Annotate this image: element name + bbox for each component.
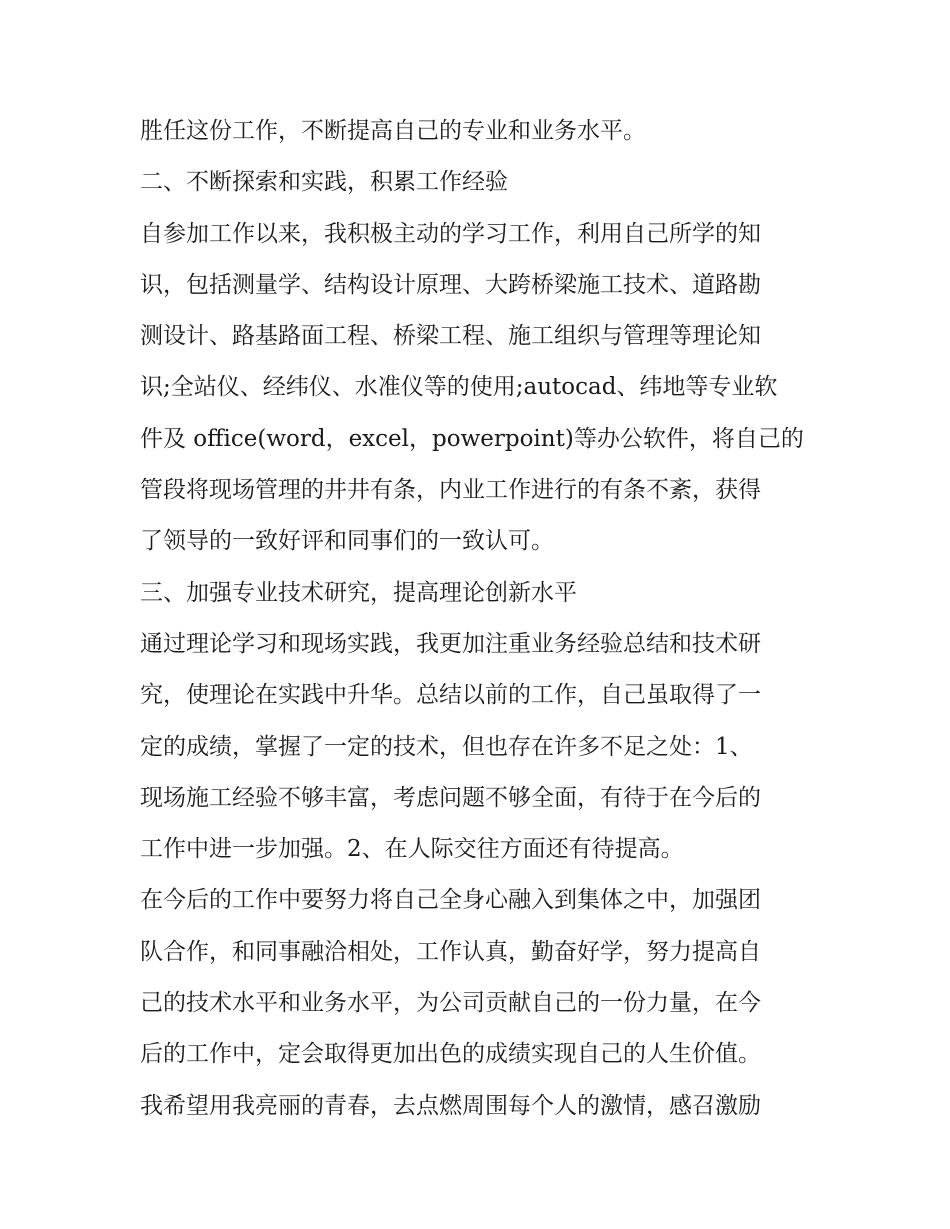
- text-line: 识;全站仪、经纬仪、水准仪等的使用;autocad、纬地等专业软: [140, 374, 778, 401]
- document-body: [140, 106, 820, 1132]
- text-line: 现场施工经验不够丰富，考虑问题不够全面，有待于在今后的: [140, 784, 761, 811]
- text-line: 究，使理论在实践中升华。总结以前的工作，自己虽取得了一: [140, 682, 761, 709]
- section-heading: 二、不断探索和实践，积累工作经验: [140, 169, 508, 196]
- text-line: 队合作，和同事融洽相处，工作认真，勤奋好学，努力提高自: [140, 938, 761, 965]
- text-line: 胜任这份工作，不断提高自己的专业和业务水平。: [140, 118, 646, 144]
- text-line: 后的工作中，定会取得更加出色的成绩实现自己的人生价值。: [140, 1041, 761, 1068]
- text-line: 定的成绩，掌握了一定的技术，但也存在许多不足之处：1、: [140, 733, 753, 760]
- text-line: 管段将现场管理的井井有条，内业工作进行的有条不紊，获得: [140, 477, 761, 504]
- text-line: 件及 office(word，excel，powerpoint)等办公软件，将自己的: [140, 425, 804, 452]
- section-heading: 三、加强专业技术研究，提高理论创新水平: [140, 579, 577, 606]
- text-line: 在今后的工作中要努力将自己全身心融入到集体之中，加强团: [140, 887, 761, 914]
- text-line: 工作中进一步加强。2、在人际交往方面还有待提高。: [140, 836, 684, 863]
- text-line: 我希望用我亮丽的青春，去点燃周围每个人的激情，感召激励: [140, 1092, 761, 1119]
- text-line: 了领导的一致好评和同事们的一致认可。: [140, 528, 554, 555]
- text-line: 通过理论学习和现场实践，我更加注重业务经验总结和技术研: [140, 630, 761, 657]
- text-line: 己的技术水平和业务水平，为公司贡献自己的一份力量，在今: [140, 990, 761, 1017]
- text-line: 测设计、路基路面工程、桥梁工程、施工组织与管理等理论知: [140, 323, 761, 350]
- text-line: 识，包括测量学、结构设计原理、大跨桥梁施工技术、道路勘: [140, 271, 761, 298]
- text-line: 自参加工作以来，我积极主动的学习工作，利用自己所学的知: [140, 220, 761, 247]
